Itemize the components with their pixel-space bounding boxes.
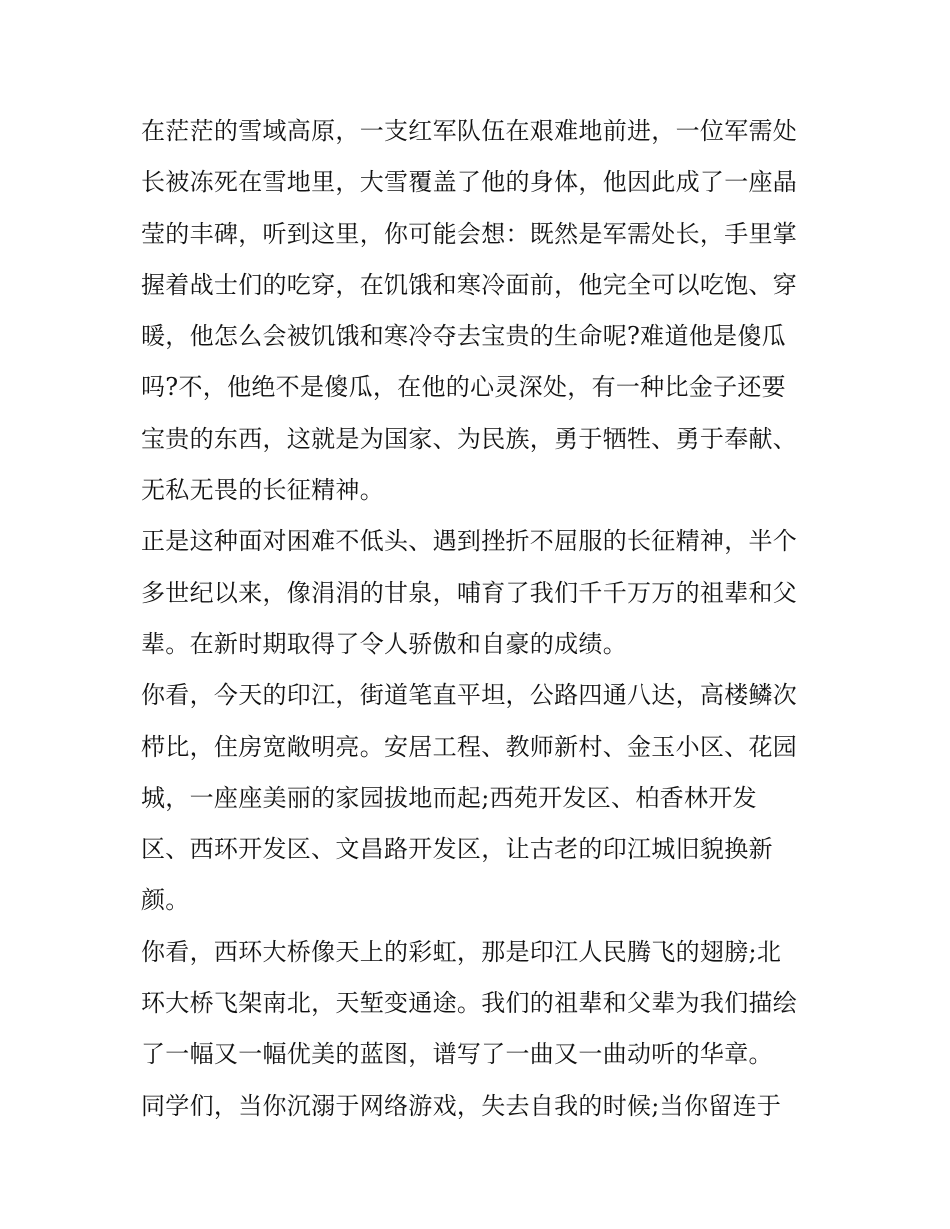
essay-text bbox=[141, 106, 821, 1132]
text-line: 颜。 bbox=[141, 886, 190, 915]
text-line: 城，一座座美丽的家园拔地而起;西苑开发区、柏香林开发 bbox=[141, 783, 757, 812]
text-line: 在茫茫的雪域高原，一支红军队伍在艰难地前进，一位军需处 bbox=[141, 117, 798, 145]
text-line: 栉比，住房宽敞明亮。安居工程、教师新村、金玉小区、花园 bbox=[141, 732, 798, 761]
text-line: 区、西环开发区、文昌路开发区，让古老的印江城旧貌换新 bbox=[141, 835, 773, 864]
text-line: 同学们，当你沉溺于网络游戏，失去自我的时候;当你留连于 bbox=[141, 1091, 782, 1120]
text-line: 了一幅又一幅优美的蓝图，谱写了一曲又一曲动听的华章。 bbox=[141, 1040, 773, 1069]
text-line: 吗?不，他绝不是傻瓜，在他的心灵深处，有一种比金子还要 bbox=[141, 373, 786, 402]
text-line: 暖，他怎么会被饥饿和寒冷夺去宝贵的生命呢?难道他是傻瓜 bbox=[141, 322, 786, 351]
text-line: 你看，西环大桥像天上的彩虹，那是印江人民腾飞的翅膀;北 bbox=[141, 937, 782, 966]
text-line: 无私无畏的长征精神。 bbox=[141, 476, 384, 505]
text-line: 你看，今天的印江，街道笔直平坦，公路四通八达，高楼鳞次 bbox=[141, 681, 798, 710]
text-line: 莹的丰碑，听到这里，你可能会想：既然是军需处长，手里掌 bbox=[141, 219, 798, 248]
text-line: 长被冻死在雪地里，大雪覆盖了他的身体，他因此成了一座晶 bbox=[141, 168, 798, 197]
text-line: 正是这种面对困难不低头、遇到挫折不屈服的长征精神，半个 bbox=[141, 527, 798, 556]
text-line: 环大桥飞架南北，天堑变通途。我们的祖辈和父辈为我们描绘 bbox=[141, 989, 798, 1018]
text-line: 握着战士们的吃穿，在饥饿和寒冷面前，他完全可以吃饱、穿 bbox=[141, 270, 798, 299]
text-line: 多世纪以来，像涓涓的甘泉，哺育了我们千千万万的祖辈和父 bbox=[141, 578, 798, 607]
text-line: 宝贵的东西，这就是为国家、为民族，勇于牺牲、勇于奉献、 bbox=[141, 424, 798, 453]
text-line: 辈。在新时期取得了令人骄傲和自豪的成绩。 bbox=[141, 629, 627, 658]
